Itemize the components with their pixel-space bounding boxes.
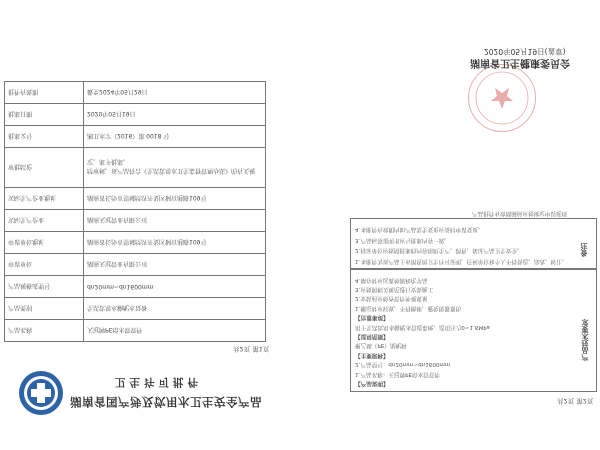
requirement-line: 【产品说明】: [355, 380, 389, 386]
table-field-value: 天冠牌PE给水管管件: [84, 320, 266, 342]
table-row: [5, 276, 266, 298]
table-field-label: 产品名称: [5, 320, 84, 342]
technical-requirements-label: 产品技术要求: [581, 319, 589, 361]
validity-note: 产品批件有效期满前应按规定申请延续: [472, 210, 568, 216]
issue-date: 2020年05月19日(盖章): [484, 47, 566, 56]
technical-requirements-text: [355, 274, 565, 387]
emblem-icon: [18, 370, 64, 416]
requirement-line: 1.搬运时应轻放，不得抛摔，避免锐器划伤: [355, 304, 462, 311]
remarks-label: 备注: [580, 243, 588, 257]
table-field-label: 实际生产企业: [5, 210, 84, 232]
remark-line: 2.持证单位应按照批准的内容组织生产、销售，保证产品卫生安全。: [355, 247, 523, 254]
issuer-name: 湖南省卫生健康委员会: [470, 57, 570, 68]
table-field-label: 批准文号: [5, 126, 84, 148]
table-field-value: 湖南省长沙市望城经济开发区铜官港路109号: [84, 188, 266, 210]
requirement-line: 【注意事项】: [355, 314, 389, 321]
requirement-line: 3.应按照相关规范进行安装施工: [355, 285, 434, 292]
remark-line: 3.产品标签说明书应与批准内容一致。: [355, 237, 450, 243]
table-field-value: 2020年05月19日: [84, 104, 266, 126]
technical-requirements-box: [350, 268, 597, 392]
page-number-2: 共2页 第2页: [557, 397, 594, 405]
remark-line: 4.本批件有效期内如产品发生变更应及时申请变更。: [355, 226, 484, 233]
requirement-line: 4.储存时应远离热源和化学品: [355, 276, 428, 283]
requirement-line: 2.产品型号：dn20mm~dn1600mm: [355, 361, 451, 368]
table-row: [5, 232, 266, 254]
requirement-line: 1.产品名称：天冠牌PE给水管管件: [355, 370, 440, 377]
approval-table: [4, 81, 266, 342]
requirement-line: 聚乙烯（PE）混配料: [355, 342, 407, 349]
table-field-value: 湖南天冠管业有限公司: [84, 254, 266, 276]
requirement-line: 【适用范围】: [355, 332, 389, 339]
table-field-value: 经审核，该产品符合《生活饮用水卫生监督管理办法》的有关规定，准予批准。: [84, 148, 266, 188]
remarks-box: [350, 218, 597, 270]
official-seal: [468, 64, 536, 132]
table-field-value: 生活饮用水输配水设备: [84, 298, 266, 320]
table-field-value: dn20mm~dn1600mm: [84, 276, 266, 298]
table-field-label: 批件有效期: [5, 82, 84, 104]
page-number-1: 共2页 第1页: [233, 345, 270, 353]
table-field-label: 产品规格或型号: [5, 276, 84, 298]
table-field-value: 湖南天冠管业有限公司: [84, 210, 266, 232]
table-field-label: 申请单位: [5, 254, 84, 276]
table-field-value: 湘卫水字（2016）第 0018 号: [84, 126, 266, 148]
table-row: [5, 126, 266, 148]
table-field-label: 实际生产企业地址: [5, 188, 84, 210]
remarks-text: [355, 224, 570, 266]
requirement-line: 用于生活饮用水输配水管道系统，适用压力0~1.6MPa: [355, 323, 490, 330]
table-field-label: 产品类别: [5, 298, 84, 320]
table-row: [5, 254, 266, 276]
table-field-label: 审批结论: [5, 148, 84, 188]
table-field-value: 截至2024年05月29日: [84, 82, 266, 104]
table-field-value: 湖南省长沙市望城经济开发区铜官港路109号: [84, 232, 266, 254]
table-row: [5, 298, 266, 320]
requirement-line: 2.安装前应检查管件外观质量: [355, 295, 428, 302]
document-title: 湖南省国产涉及饮用水卫生安全产品: [70, 395, 262, 409]
table-row: [5, 320, 266, 342]
table-row: [5, 82, 266, 104]
table-field-label: 申请单位地址: [5, 232, 84, 254]
table-row: [5, 148, 266, 188]
document-subtitle: 卫生许可批件: [115, 376, 202, 388]
table-row: [5, 188, 266, 210]
table-field-label: 批准日期: [5, 104, 84, 126]
table-row: [5, 210, 266, 232]
remark-line: 1.本批件为该产品上市销售的卫生许可证明，任何单位和个人不得伪造、涂改、转让。: [355, 258, 568, 264]
requirement-line: 【主要原料】: [355, 351, 389, 358]
table-row: [5, 104, 266, 126]
